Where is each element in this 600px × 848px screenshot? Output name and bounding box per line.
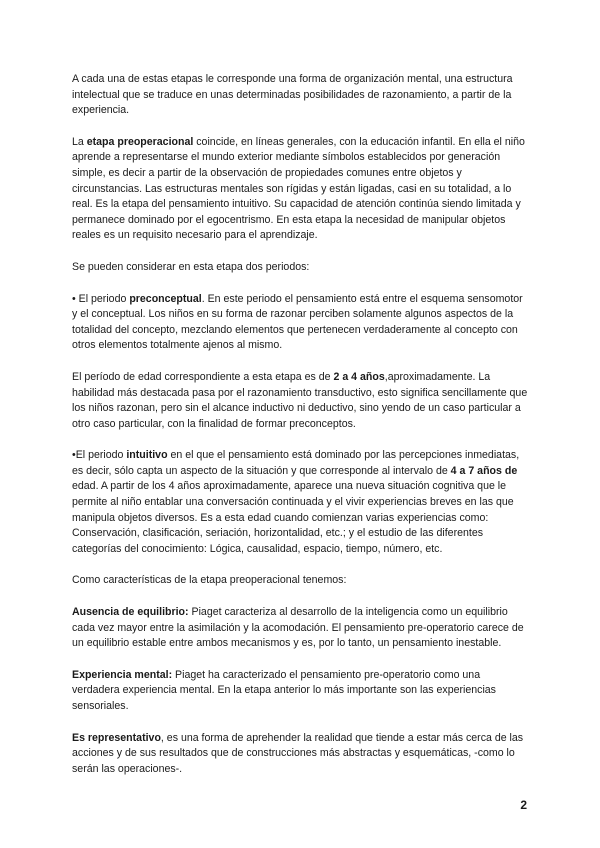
term-preoperational-stage: etapa preoperacional: [86, 135, 194, 148]
paragraph-representative: Es representativo, es una forma de aprehender la realidad que tiende a estar más cerca de las acciones y de sus resultados que de construcciones más abstractas y esquemáticas, -como lo serán las operaciones-.: [72, 731, 524, 775]
paragraph-preoperational-stage: La etapa preoperacional coincide, en líneas generales, con la educación infantil. En ella el niño aprende a representarse el mundo exterior mediante símbolos establecidos por generación simple, es decir a partir de la observación de propiedades comunes entre objetos y circunstancias. Las estructuras mentales son rígidas y están ligadas, casi en su totalidad, a lo real. Es la etapa del pensamiento intuitivo. Su capacidad de atención continúa siendo limitada y permanece dominado por el egocentrismo. En esta etapa la necesidad de manipular objetos reales es un requisito necesario para el aprendizaje.: [72, 135, 525, 242]
paragraph-characteristics: Como características de la etapa preoperacional tenemos:: [72, 574, 347, 587]
term-representative: Es representativo: [72, 731, 161, 744]
paragraph-absence-equilibrium: Ausencia de equilibrio: Piaget caracteriza al desarrollo de la inteligencia como un equilibrio cada vez mayor entre la asimilación y la acomodación. El pensamiento pre-operatorio carece de un equilibrio estable entre ambos mecanismos y es, por lo tanto, un pensamiento inestable.: [72, 606, 524, 650]
page-number: 2: [520, 798, 527, 812]
paragraph-mental-experience: Experiencia mental: Piaget ha caracterizado el pensamiento pre-operatorio como una verdadera experiencia mental. En la etapa anterior lo más importante son las experiencias sensoriales.: [72, 668, 496, 712]
paragraph-intro: A cada una de estas etapas le corresponde una forma de organización mental, una estructura intelectual que se traduce en unas determinadas posibilidades de razonamiento, a partir de la experiencia.: [72, 73, 513, 117]
paragraph-preconceptual: • El periodo preconceptual. En este periodo el pensamiento está entre el esquema sensomotor y el conceptual. Los niños en su forma de razonar perciben solamente algunos aspectos de la totalidad del concepto, mezclando elementos que pertenecen verdaderamente al concepto con otros elementos totalmente ajenos al mismo.: [72, 292, 523, 352]
body-text: [72, 72, 530, 793]
term-mental-experience: Experiencia mental:: [72, 668, 173, 681]
term-age-4-7: 4 a 7 años de: [450, 464, 518, 477]
paragraph-intuitive: •El periodo intuitivo en el que el pensamiento está dominado por las percepciones inmediatas, es decir, sólo capta un aspecto de la situación y que corresponde al intervalo de 4 a 7 años de edad. A partir de los 4 años aproximadamente, aparece una nueva situación cognitiva que le permite al niño entablar una conversación continuada y el vivir experiencias breves en las que manipula objetos diversos. Es a esta edad cuando comienzan varias experiencias como: Conservación, clasificación, seriación, horizontalidad, etc.; y el estudio de las diferentes categorías del conocimiento: Lógica, causalidad, espacio, tiempo, número, etc.: [72, 449, 520, 555]
term-preconceptual: preconceptual: [129, 292, 202, 305]
paragraph-age-2-4: El período de edad correspondiente a esta etapa es de 2 a 4 años,aproximadamente. La habilidad más destacada pasa por el razonamiento transductivo, esto significa sencillamente que los niños razonan, pero sin el alcance inductivo ni deductivo, sino yendo de un caso particular a otro caso particular, con la finalidad de formar preconceptos.: [72, 370, 528, 430]
term-age-2-4: 2 a 4 años: [333, 370, 385, 383]
term-absence-equilibrium: Ausencia de equilibrio:: [72, 606, 189, 619]
paragraph-two-periods: Se pueden considerar en esta etapa dos periodos:: [72, 260, 310, 273]
term-intuitive: intuitivo: [126, 449, 168, 462]
